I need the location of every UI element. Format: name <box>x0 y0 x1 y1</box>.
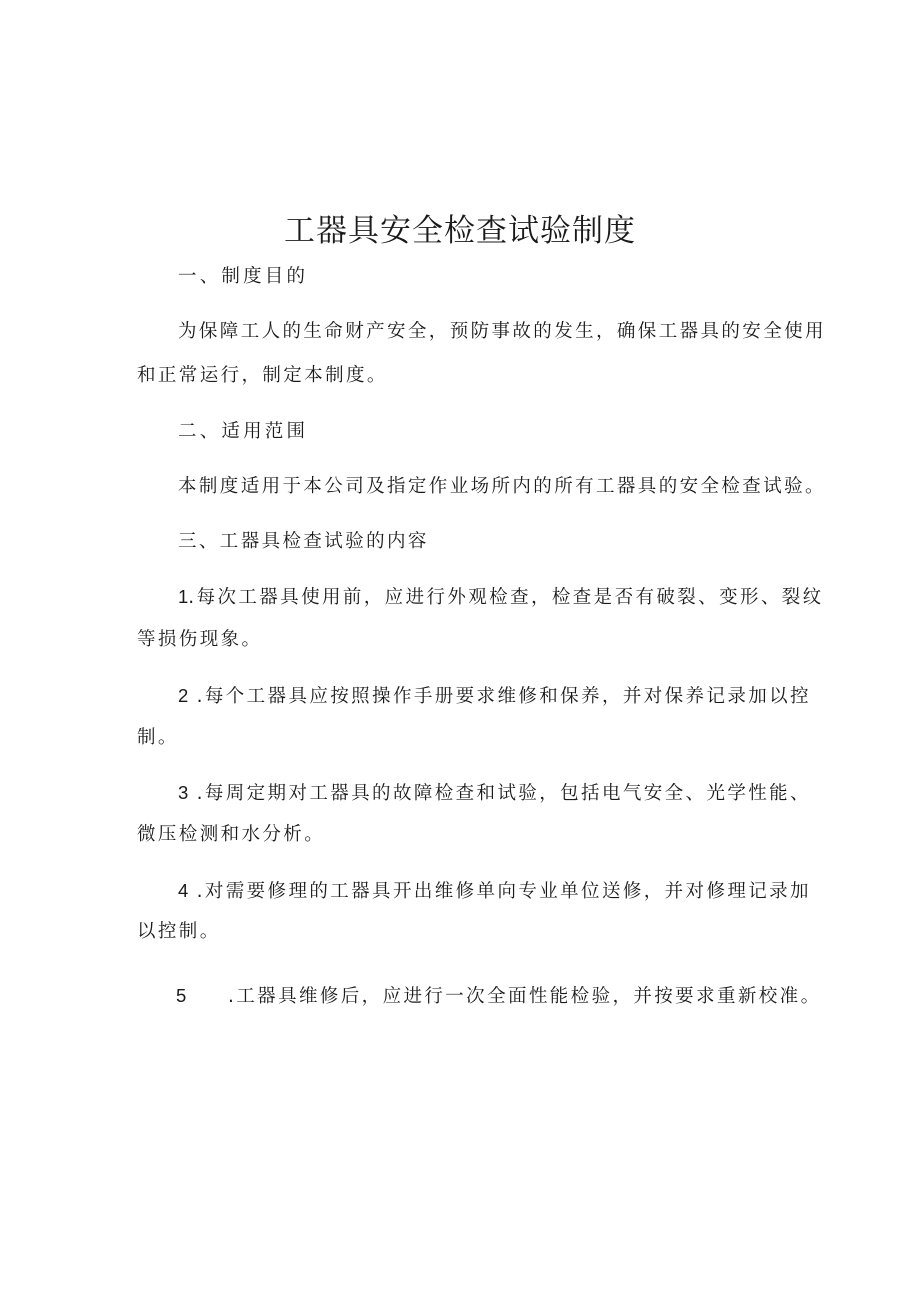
list-item-number: 1 <box>178 586 189 607</box>
list-item-text: 每次工器具使用前，应进行外观检查，检查是否有破裂、变形、裂纹 <box>196 587 824 608</box>
list-item-text: 对需要修理的工器具开出维修单向专业单位送修，并对修理记录加 <box>204 881 811 902</box>
list-item-3-line-1: 3 .每周定期对工器具的故障检查和试验，包括电气安全、光学性能、 <box>178 779 811 808</box>
list-item-number: 5 <box>176 985 187 1006</box>
list-item-1-line-1: 1.每次工器具使用前，应进行外观检查，检查是否有破裂、变形、裂纹 <box>178 583 824 612</box>
list-item-text: 每周定期对工器具的故障检查和试验，包括电气安全、光学性能、 <box>204 783 811 804</box>
list-item-5-line-1: 5 .工器具维修后，应进行一次全面性能检验，并按要求重新校准。 <box>176 982 821 1011</box>
paragraph-line: 为保障工人的生命财产安全，预防事故的发生，确保工器具的安全使用 <box>178 321 826 342</box>
document-title: 工器具安全检查试验制度 <box>284 213 636 249</box>
section-heading-scope: 二、适用范围 <box>178 421 309 442</box>
paragraph-line: 本制度适用于本公司及指定作业场所内的所有工器具的安全检查试验。 <box>178 476 826 497</box>
paragraph-line: 和正常运行，制定本制度。 <box>137 365 388 386</box>
section-heading-purpose: 一、制度目的 <box>178 266 309 287</box>
list-item-number: 2 <box>178 685 189 706</box>
list-item-text: 每个工器具应按照操作手册要求维修和保养，并对保养记录加以控 <box>204 686 811 707</box>
list-item-1-line-2: 等损伤现象。 <box>137 629 263 650</box>
list-item-number: 3 <box>178 782 189 803</box>
list-item-2-line-2: 制。 <box>137 727 179 748</box>
list-item-text: 工器具维修后，应进行一次全面性能检验，并按要求重新校准。 <box>236 986 822 1007</box>
list-item-4-line-2: 以控制。 <box>137 921 221 942</box>
list-item-4-line-1: 4 .对需要修理的工器具开出维修单向专业单位送修，并对修理记录加 <box>178 877 811 906</box>
list-item-number: 4 <box>178 880 189 901</box>
section-heading-content: 三、工器具检查试验的内容 <box>178 531 429 552</box>
list-item-3-line-2: 微压检测和水分析。 <box>137 824 326 845</box>
list-item-2-line-1: 2 .每个工器具应按照操作手册要求维修和保养，并对保养记录加以控 <box>178 682 811 711</box>
